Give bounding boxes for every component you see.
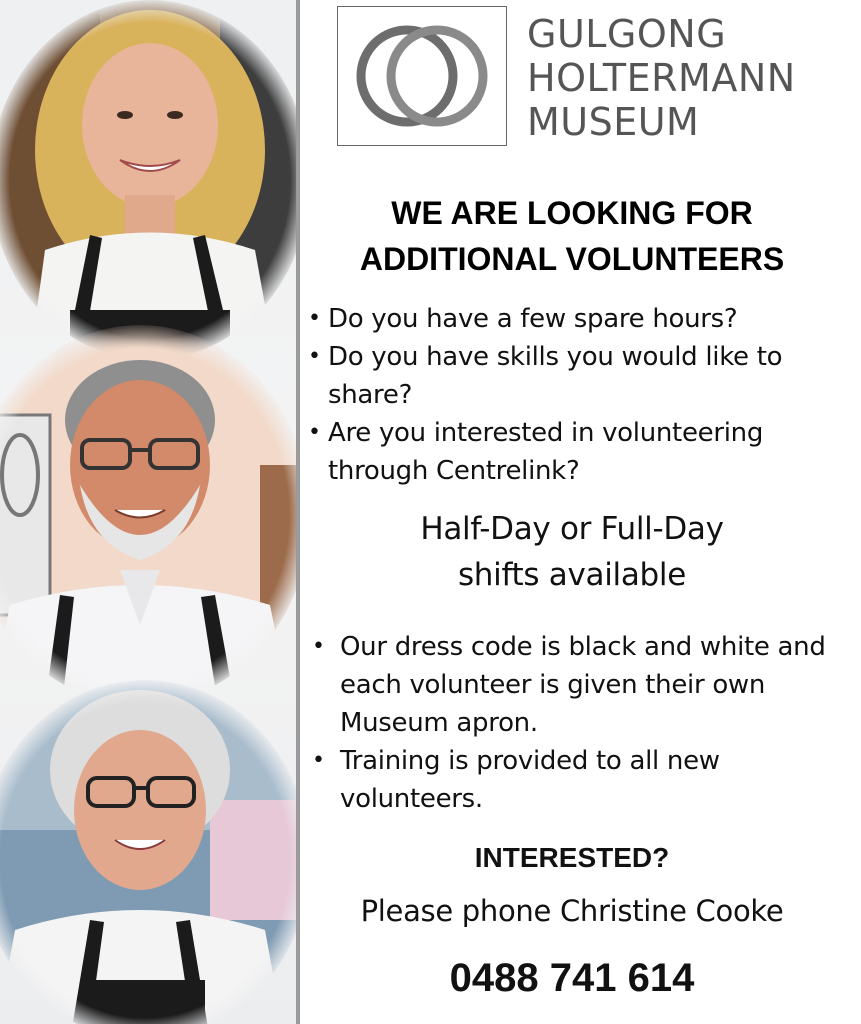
list-item: • Do you have skills you would like to share? — [306, 338, 846, 414]
column-divider — [296, 0, 300, 1024]
volunteer-photo-2 — [0, 325, 296, 705]
details-list — [306, 628, 826, 818]
headline — [312, 190, 832, 282]
list-item: • Are you interested in volunteering through Centrelink? — [306, 414, 846, 490]
phone-number[interactable]: 0488 741 614 — [449, 956, 695, 1000]
museum-name-line2: HOLTERMANN — [527, 56, 796, 100]
museum-logo — [337, 6, 507, 146]
shifts-line1: Half-Day or Full-Day — [420, 511, 724, 547]
shifts-notice — [312, 506, 832, 598]
shifts-line2: shifts available — [457, 557, 687, 593]
museum-name — [527, 12, 847, 144]
photo-column — [0, 0, 296, 1024]
volunteer-photo-1 — [0, 0, 296, 360]
list-item: • Training is provided to all new volunteers. — [306, 742, 826, 818]
volunteer-photo-3 — [0, 680, 296, 1024]
question-list — [306, 300, 846, 490]
headline-line2: ADDITIONAL VOLUNTEERS — [359, 241, 785, 277]
museum-name-line3: MUSEUM — [527, 100, 700, 144]
headline-line1: WE ARE LOOKING FOR — [391, 195, 753, 231]
museum-name-line1: GULGONG — [527, 12, 727, 56]
interested-heading: INTERESTED? — [474, 842, 670, 873]
logo-rings-icon — [347, 16, 497, 136]
list-item: • Our dress code is black and white and each volunteer is given their own Museum apron. — [306, 628, 826, 742]
list-item: • Do you have a few spare hours? — [306, 300, 846, 338]
contact-call-to-action: Please phone Christine Cooke — [360, 894, 784, 928]
